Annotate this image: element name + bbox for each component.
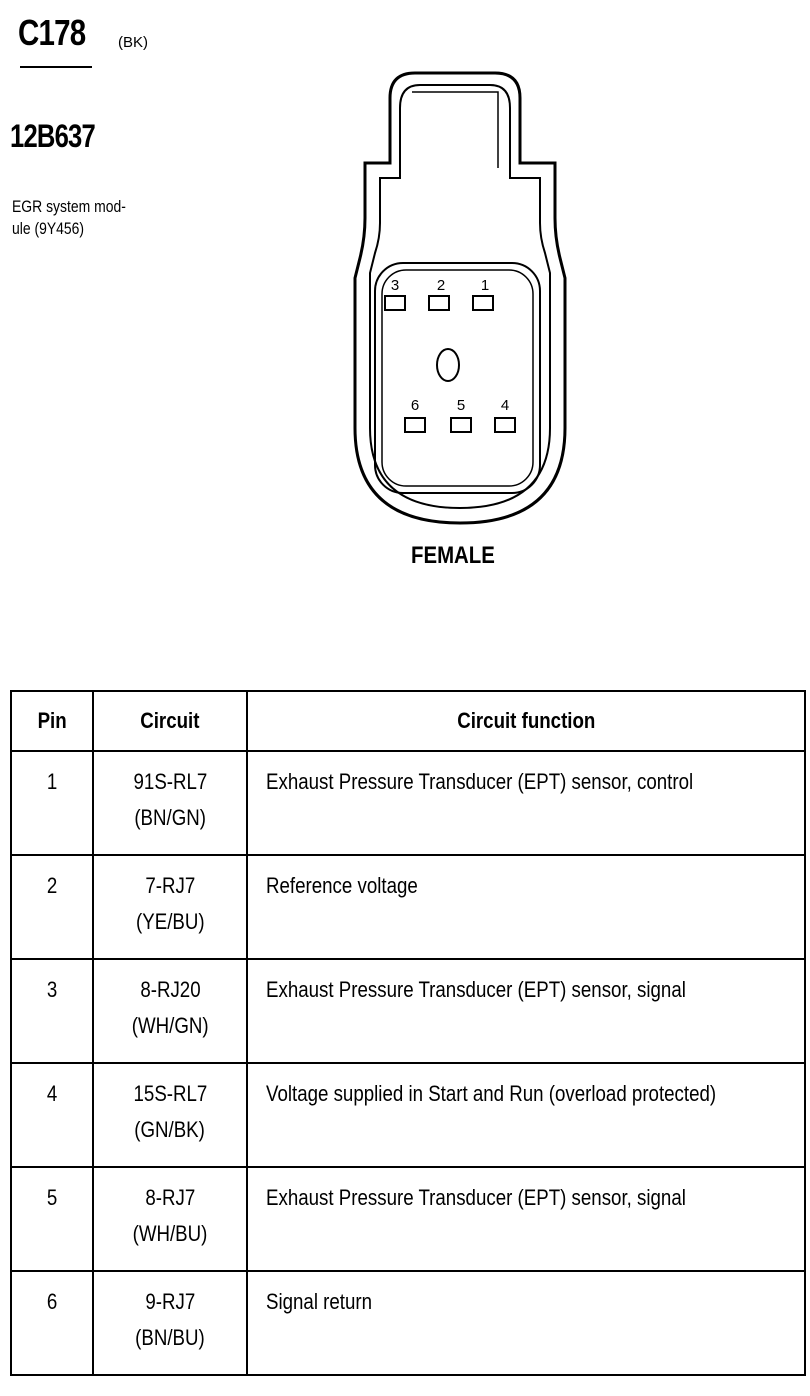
connector-cavity-outer bbox=[375, 263, 540, 493]
cell-pin: 4 bbox=[11, 1063, 93, 1167]
terminal-pin-4 bbox=[495, 418, 515, 432]
cell-circuit: 7-RJ7 (YE/BU) bbox=[93, 855, 247, 959]
table-row bbox=[11, 1271, 805, 1375]
header-circuit-function: Circuit function bbox=[247, 691, 805, 751]
pin-label-1: 1 bbox=[480, 277, 490, 294]
cell-function: Exhaust Pressure Transducer (EPT) sensor, signal bbox=[247, 1167, 805, 1271]
cell-function: Exhaust Pressure Transducer (EPT) sensor, control bbox=[247, 751, 805, 855]
connector-color: (BK) bbox=[118, 34, 148, 51]
terminal-pin-2 bbox=[429, 296, 449, 310]
pin-label-5: 5 bbox=[456, 397, 466, 414]
description-line: ule (9Y456) bbox=[12, 219, 85, 238]
component-description bbox=[12, 196, 127, 240]
table-row bbox=[11, 1063, 805, 1167]
pin-label-3: 3 bbox=[390, 277, 400, 294]
header-pin: Pin bbox=[11, 691, 93, 751]
pinout-table bbox=[10, 690, 806, 1376]
table-row bbox=[11, 959, 805, 1063]
cell-function: Signal return bbox=[247, 1271, 805, 1375]
cell-pin: 3 bbox=[11, 959, 93, 1063]
pin-label-6: 6 bbox=[410, 397, 420, 414]
connector-id-underline bbox=[20, 66, 92, 68]
cell-pin: 1 bbox=[11, 751, 93, 855]
header-circuit: Circuit bbox=[93, 691, 247, 751]
cell-circuit: 8-RJ7 (WH/BU) bbox=[93, 1167, 247, 1271]
connector-face-diagram bbox=[330, 68, 590, 528]
cell-pin: 5 bbox=[11, 1167, 93, 1271]
table-row bbox=[11, 855, 805, 959]
cell-circuit: 91S-RL7 (BN/GN) bbox=[93, 751, 247, 855]
cell-function: Exhaust Pressure Transducer (EPT) sensor, signal bbox=[247, 959, 805, 1063]
cell-pin: 2 bbox=[11, 855, 93, 959]
pin-label-2: 2 bbox=[436, 277, 446, 294]
cell-circuit: 15S-RL7 (GN/BK) bbox=[93, 1063, 247, 1167]
cell-pin: 6 bbox=[11, 1271, 93, 1375]
polarization-key bbox=[437, 349, 459, 381]
table-row bbox=[11, 1167, 805, 1271]
cell-circuit: 8-RJ20 (WH/GN) bbox=[93, 959, 247, 1063]
terminal-pin-1 bbox=[473, 296, 493, 310]
table-row bbox=[11, 751, 805, 855]
description-line: EGR system mod- bbox=[12, 197, 126, 216]
terminal-pin-5 bbox=[451, 418, 471, 432]
part-number: 12B637 bbox=[10, 118, 95, 154]
cell-function: Reference voltage bbox=[247, 855, 805, 959]
connector-view-label: FEMALE bbox=[411, 542, 495, 569]
cell-function: Voltage supplied in Start and Run (overload protected) bbox=[247, 1063, 805, 1167]
connector-latch bbox=[412, 92, 498, 168]
cell-circuit: 9-RJ7 (BN/BU) bbox=[93, 1271, 247, 1375]
terminal-pin-3 bbox=[385, 296, 405, 310]
terminal-pin-6 bbox=[405, 418, 425, 432]
pin-label-4: 4 bbox=[500, 397, 510, 414]
table-header-row bbox=[11, 691, 805, 751]
connector-id: C178 bbox=[18, 12, 86, 53]
